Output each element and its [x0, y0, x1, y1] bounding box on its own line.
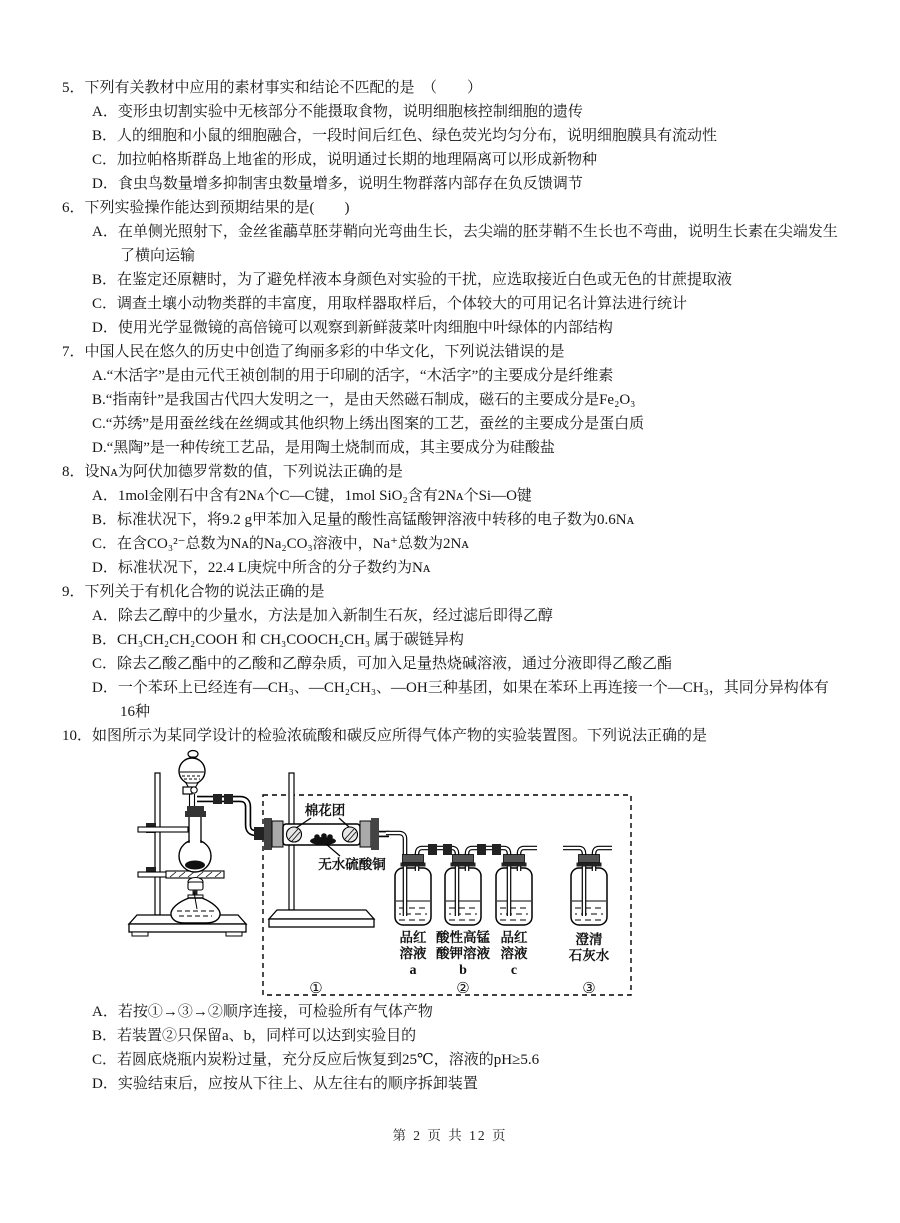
question-number: 7．	[62, 344, 85, 360]
answer-option	[62, 652, 842, 676]
desiccant-label: 无水硫酸铜	[318, 857, 386, 872]
answer-option	[62, 388, 842, 412]
answer-option	[62, 148, 842, 172]
apparatus-diagram	[62, 748, 842, 1000]
option-label: D．	[92, 1076, 118, 1092]
option-text: 一个苯环上已经连有—CH₃、—CH₂CH₃、—OH三种基团，如果在苯环上再连接一个—CH₃，其同分异构体有16种	[117, 680, 829, 720]
question-stem-text: 下列关于有机化合物的说法正确的是	[84, 584, 325, 600]
question-number: 5．	[62, 80, 85, 96]
option-label: C．	[92, 656, 118, 672]
gas-washing-bottles	[386, 833, 612, 925]
clamp-arm-upper	[138, 827, 188, 832]
answer-option	[62, 508, 842, 532]
option-text: CH₃CH₂CH₂COOH 和 CH₃COOCH₂CH₃ 属于碳链异构	[117, 632, 464, 648]
option-label: A．	[92, 224, 118, 240]
option-text: 在含CO₃²⁻总数为Nᴀ的Na₂CO₃溶液中，Na⁺总数为2Nᴀ	[117, 536, 469, 552]
option-text: 使用光学显微镜的高倍镜可以观察到新鲜菠菜叶肉细胞中叶绿体的内部结构	[117, 320, 613, 336]
option-text: 除去乙酸乙酯中的乙酸和乙醇杂质，可加入足量热烧碱溶液，通过分液即得乙酸乙酯	[117, 656, 673, 672]
option-label: D．	[92, 176, 118, 192]
question	[62, 340, 842, 460]
answer-option	[62, 676, 842, 724]
answer-option	[62, 1072, 842, 1096]
question-stem-text: 设Nᴀ为阿伏加德罗常数的值，下列说法正确的是	[84, 464, 403, 480]
answer-option	[62, 316, 842, 340]
question-number: 8．	[62, 464, 85, 480]
question-stem	[62, 460, 842, 484]
question-stem	[62, 340, 842, 364]
bottle-a-tag: a	[409, 963, 417, 978]
question-stem-text: 下列有关教材中应用的素材事实和结论不匹配的是 （ ）	[84, 80, 483, 96]
option-label: B．	[92, 1028, 118, 1044]
rubber-joint	[428, 844, 437, 855]
question	[62, 460, 842, 580]
option-label: C．	[92, 1052, 118, 1068]
question	[62, 76, 842, 196]
answer-option	[62, 220, 842, 268]
bottle-c-body	[496, 868, 532, 925]
apparatus-figure	[60, 748, 860, 1000]
option-text: 若按①→③→②顺序连接，可检验所有气体产物	[117, 1004, 433, 1020]
option-list	[62, 1000, 842, 1096]
answer-option	[62, 628, 842, 652]
option-list	[62, 604, 842, 724]
option-text: 除去乙醇中的少量水，方法是加入新制生石灰，经过滤后即得乙醇	[117, 608, 553, 624]
option-label: D．	[92, 320, 118, 336]
option-list	[62, 364, 842, 460]
answer-option	[62, 268, 842, 292]
rubber-joint	[477, 844, 486, 855]
question-number: 9．	[62, 584, 85, 600]
option-text: “指南针”是我国古代四大发明之一，是由天然磁石制成，磁石的主要成分是Fe₂O₃	[105, 392, 636, 408]
option-text: “苏绣”是用蚕丝线在丝绸或其他织物上绣出图案的工艺，蚕丝的主要成分是蛋白质	[105, 416, 645, 432]
answer-option	[62, 100, 842, 124]
question	[62, 580, 842, 724]
option-label: A.	[92, 368, 107, 384]
option-list	[62, 100, 842, 196]
answer-option	[62, 484, 842, 508]
option-label: A．	[92, 488, 118, 504]
cotton-label: 棉花团	[304, 803, 346, 818]
answer-option	[62, 124, 842, 148]
answer-option	[62, 172, 842, 196]
rubber-joint	[213, 794, 222, 804]
bottle-c-label-2: 溶液	[500, 946, 528, 961]
alcohol-lamp	[171, 878, 220, 924]
bottle-c-tag: c	[510, 963, 518, 978]
option-text: 若圆底烧瓶内炭粉过量，充分反应后恢复到25℃，溶液的pH≥5.6	[117, 1052, 540, 1068]
option-text: 实验结束后，应按从下往上、从左往右的顺序拆卸装置	[117, 1076, 478, 1092]
option-label: D.	[92, 440, 107, 456]
bottle-d-label-1: 澄清	[575, 932, 603, 947]
answer-option	[62, 364, 842, 388]
option-list	[62, 220, 842, 340]
option-text: 调查土壤小动物类群的丰富度，用取样器取样后，个体较大的可用记名计算法进行统计	[117, 296, 688, 312]
option-text: 若装置②只保留a、b，同样可以达到实验目的	[117, 1028, 417, 1044]
bottle-b-body	[445, 868, 481, 925]
gas-delivery-tube	[197, 794, 274, 840]
option-label: B．	[92, 632, 118, 648]
option-text: “木活字”是由元代王祯创制的用于印刷的活字，“木活字”的主要成分是纤维素	[106, 368, 614, 384]
cotton-ball	[287, 827, 302, 842]
question	[62, 196, 842, 340]
option-label: B．	[92, 272, 118, 288]
page-footer: 第 2 页 共 12 页	[392, 1128, 508, 1143]
bottle-b-label-1: 酸性高锰	[436, 930, 490, 945]
option-text: 1mol金刚石中含有2Nᴀ个C—C键，1mol SiO₂含有2Nᴀ个Si—O键	[117, 488, 532, 504]
option-label: B.	[92, 392, 106, 408]
option-text: 标准状况下，22.4 L庚烷中所含的分子数约为Nᴀ	[117, 560, 431, 576]
question-stem	[62, 196, 842, 220]
option-text: 食虫鸟数量增多抑制害虫数量增多，说明生物群落内部存在负反馈调节	[117, 176, 583, 192]
cotton-ball	[343, 827, 358, 842]
option-text: 标准状况下，将9.2 g甲苯加入足量的酸性高锰酸钾溶液中转移的电子数为0.6Nᴀ	[117, 512, 635, 528]
option-label: A．	[92, 104, 118, 120]
bottle-b-label-2: 酸钾溶液	[436, 946, 490, 961]
option-label: C．	[92, 152, 118, 168]
rubber-joint	[492, 844, 501, 855]
option-label: C．	[92, 296, 118, 312]
bottle-c-label-1: 品红	[500, 930, 528, 945]
rubber-joint	[224, 794, 233, 804]
answer-option	[62, 556, 842, 580]
answer-option	[62, 292, 842, 316]
iron-stand-middle	[269, 773, 374, 927]
question-stem	[62, 76, 842, 100]
bottle-b-tag: b	[459, 963, 467, 978]
question-stem-text: 如图所示为某同学设计的检验浓硫酸和碳反应所得气体产物的实验装置图。下列说法正确的是	[92, 728, 708, 744]
rubber-stopper	[187, 806, 204, 811]
answer-option	[62, 412, 842, 436]
answer-option	[62, 436, 842, 460]
option-list	[62, 484, 842, 580]
answer-option	[62, 532, 842, 556]
question	[62, 724, 842, 1096]
section-1-mark: ①	[309, 981, 323, 997]
bottle-a-body	[395, 868, 431, 925]
option-label: D．	[92, 560, 118, 576]
clamp-arm-lower	[138, 872, 168, 877]
questions-list	[62, 76, 842, 1096]
bottle-caps	[401, 855, 602, 867]
round-bottom-flask	[179, 806, 211, 872]
option-text: “黑陶”是一种传统工艺品，是用陶土烧制而成，其主要成分为硅酸盐	[106, 440, 555, 456]
section-3-mark: ③	[582, 981, 596, 997]
answer-option	[62, 1000, 842, 1024]
question-stem	[62, 580, 842, 604]
desiccant-pointer-line	[326, 844, 340, 856]
rubber-joint	[443, 844, 452, 855]
option-text: 加拉帕格斯群岛上地雀的形成，说明通过长期的地理隔离可以形成新物种	[117, 152, 598, 168]
question-stem-text: 中国人民在悠久的历史中创造了绚丽多彩的中华文化，下列说法错误的是	[84, 344, 565, 360]
option-text: 在单侧光照射下，金丝雀虉草胚芽鞘向光弯曲生长，去尖端的胚芽鞘不生长也不弯曲，说明生长素在尖端发生了横向运输	[117, 224, 838, 264]
answer-option	[62, 1024, 842, 1048]
option-label: C．	[92, 536, 118, 552]
option-label: B．	[92, 128, 118, 144]
option-text: 人的细胞和小鼠的细胞融合，一段时间后红色、绿色荧光均匀分布，说明细胞膜具有流动性	[117, 128, 718, 144]
question-number: 6．	[62, 200, 85, 216]
question-stem-text: 下列实验操作能达到预期结果的是( )	[84, 200, 350, 216]
section-2-mark: ②	[456, 981, 470, 997]
option-label: A．	[92, 608, 118, 624]
question-stem	[62, 724, 842, 748]
bottle-a-label-1: 品红	[399, 930, 427, 945]
bottle-a-label-2: 溶液	[399, 946, 427, 961]
question-number: 10．	[62, 728, 93, 744]
option-text: 变形虫切割实验中无核部分不能摄取食物，说明细胞核控制细胞的遗传	[117, 104, 583, 120]
bottle-d-label-2: 石灰水	[568, 948, 610, 963]
option-text: 在鉴定还原糖时，为了避免样液本身颜色对实验的干扰，应选取接近白色或无色的甘蔗提取液	[117, 272, 733, 288]
bottle-d-body	[571, 868, 607, 925]
carbon-mixture	[185, 861, 205, 870]
option-label: B．	[92, 512, 118, 528]
option-label: D．	[92, 680, 118, 696]
option-label: C.	[92, 416, 106, 432]
answer-option	[62, 1048, 842, 1072]
answer-option	[62, 604, 842, 628]
option-label: A．	[92, 1004, 118, 1020]
